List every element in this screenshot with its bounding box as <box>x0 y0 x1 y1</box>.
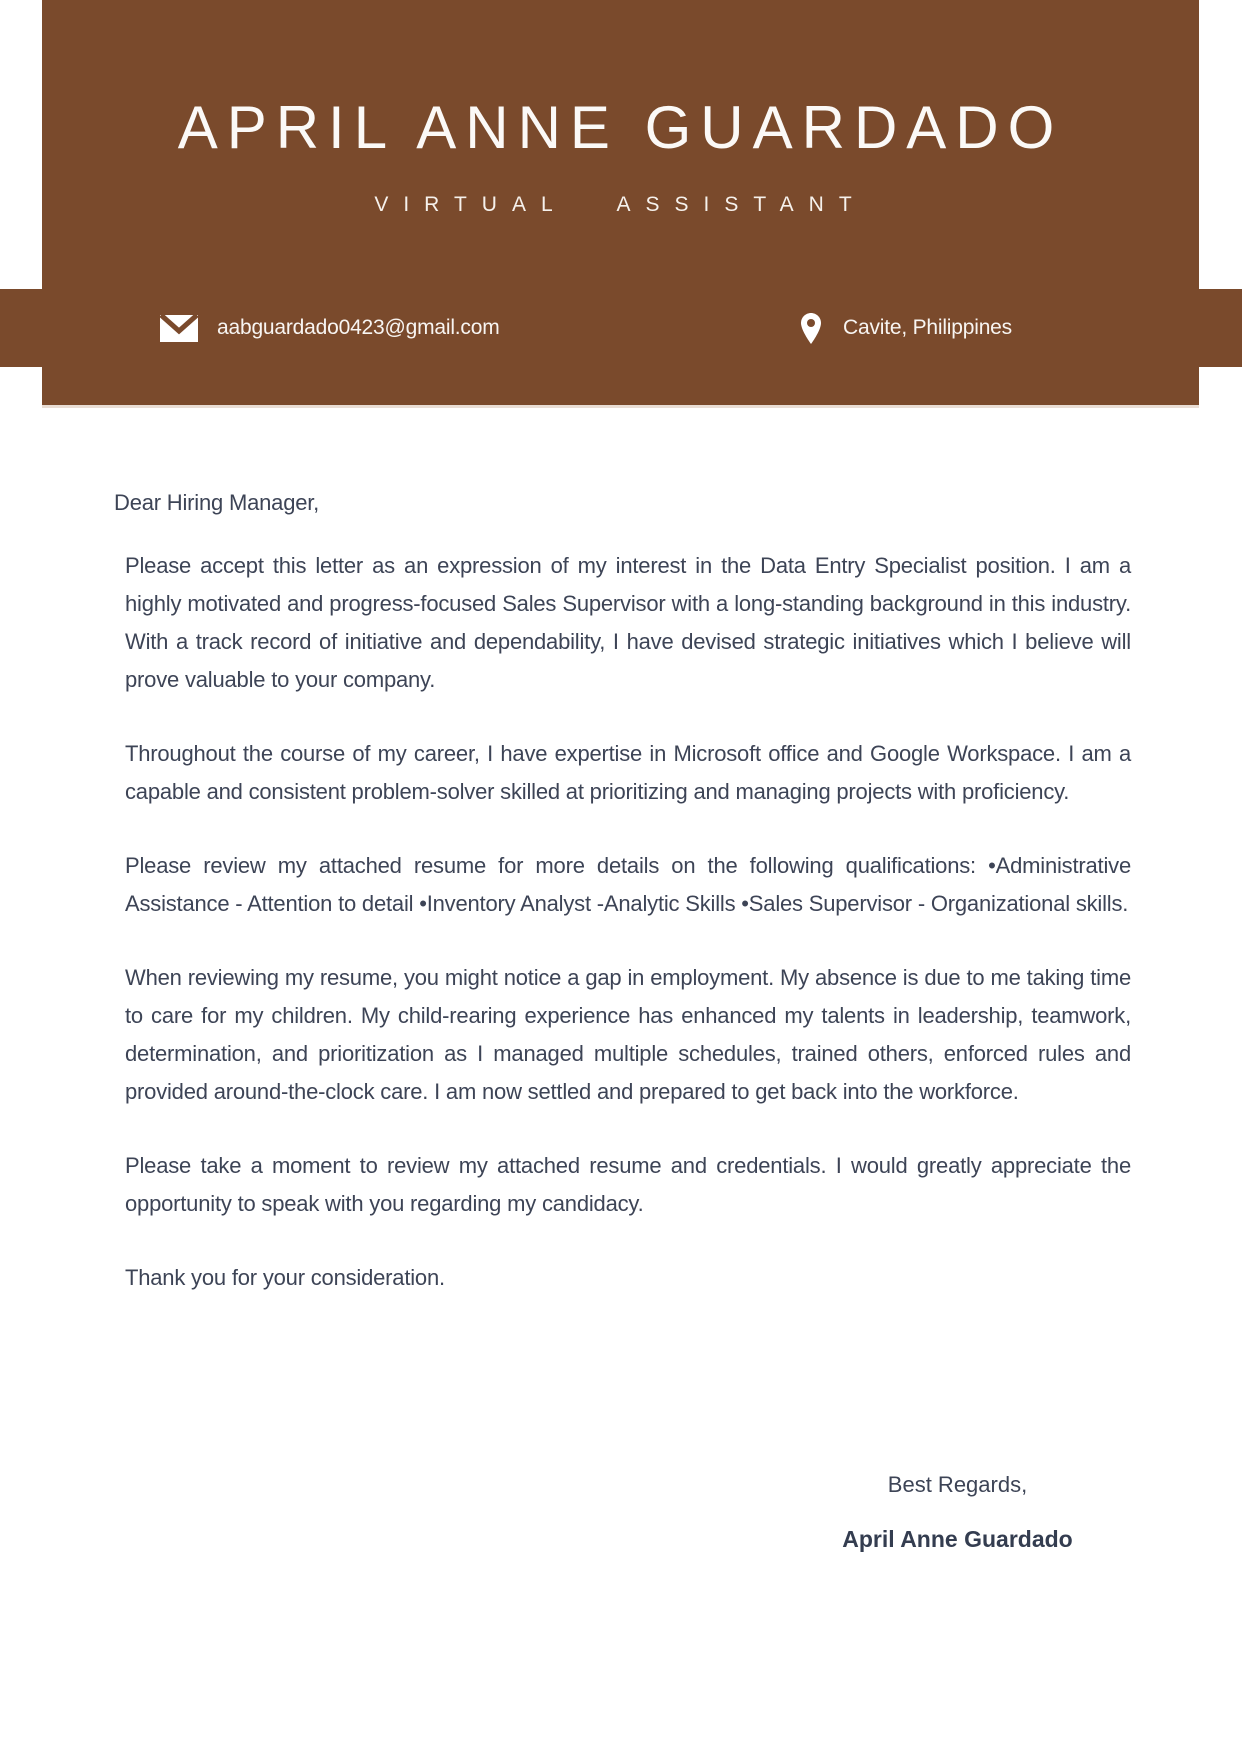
signature-name: April Anne Guardado <box>842 1526 1073 1552</box>
paragraph-interest: Please accept this letter as an expression of my interest in the Data Entry Specialist position. I am a highly motivated and progress-focused Sales Supervisor with a long-standing background in this industry. With a track record of initiative and dependability, I have devised strategic initiatives which I believe will prove valuable to your company. <box>125 553 1131 692</box>
email-contact <box>160 289 500 367</box>
page-subtitle: VIRTUAL ASSISTANT <box>374 193 867 216</box>
contact-band <box>0 289 1242 367</box>
letter-body <box>114 484 1131 1297</box>
signoff-text: Best Regards, <box>887 1472 1028 1497</box>
signature-block <box>815 1466 1100 1558</box>
paragraph-employment-gap: When reviewing my resume, you might notice a gap in employment. My absence is due to me taking time to care for my children. My child-rearing experience has enhanced my talents in leadership, teamwork, determination, and prioritization as I managed multiple schedules, trained others, enforced rules and provided around-the-clock care. I am now settled and prepared to get back into the workforce. <box>125 965 1131 1104</box>
location-pin-icon <box>801 313 821 344</box>
location-text: Cavite, Philippines <box>843 316 1012 339</box>
paragraph-qualifications: Please review my attached resume for more details on the following qualifications: •Administrative Assistance - Attention to detail •Inventory Analyst -Analytic Skills •Sales Supervisor - Organizational skills. <box>125 853 1131 916</box>
page-title: APRIL ANNE GUARDADO <box>177 94 1064 161</box>
paragraph-request-review: Please take a moment to review my attached resume and credentials. I would greatly appreciate the opportunity to speak with you regarding my candidacy. <box>125 1153 1131 1216</box>
envelope-icon <box>160 315 198 342</box>
greeting: Dear Hiring Manager, <box>114 490 320 515</box>
email-text: aabguardado0423@gmail.com <box>217 316 500 339</box>
thanks-line: Thank you for your consideration. <box>125 1265 445 1290</box>
location-contact <box>801 289 1012 367</box>
paragraph-expertise: Throughout the course of my career, I have expertise in Microsoft office and Google Workspace. I am a capable and consistent problem-solver skilled at prioritizing and managing projects with proficiency. <box>125 741 1131 804</box>
